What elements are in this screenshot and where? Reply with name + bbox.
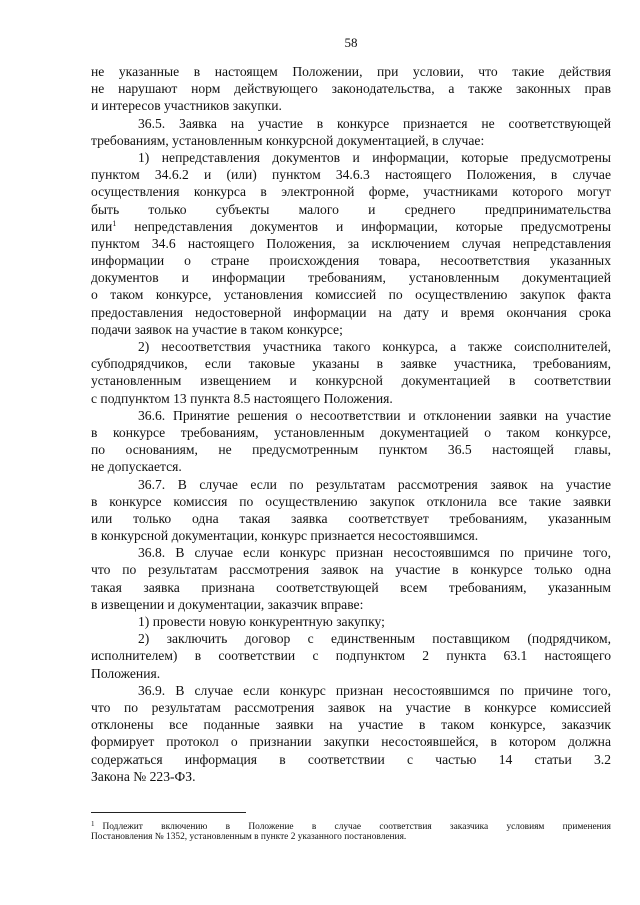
text-line: не допускается.: [91, 459, 182, 475]
list-item-2: 2) несоответствия участника такого конкурса, а также соисполнителей,: [138, 339, 611, 354]
clause-36-5-heading: 36.5. Заявка на участие в конкурсе признается не соответствующей: [138, 115, 611, 131]
text-fragment: или: [91, 218, 113, 234]
text-line: в конкурсе комиссия по осуществлению закупок отклонила все такие заявки: [91, 493, 611, 509]
text-line: не указанные в настоящем Положении, при условии, что такие действия: [91, 64, 611, 79]
text-line: формирует протокол о признании закупки несостоявшейся, в котором должна: [91, 734, 611, 750]
text-line-with-footnote-ref: [91, 218, 611, 235]
text-line: исполнителем) в соответствии с подпунктом 2 пункта 63.1 настоящего: [91, 648, 611, 664]
clause-36-8-heading: 36.8. В случае если конкурс признан несостоявшимся по причине того,: [138, 545, 611, 561]
text-line: и интересов участников закупки.: [91, 98, 282, 114]
text-line: Закона № 223-ФЗ.: [91, 768, 196, 784]
text-line: пунктом 34.6 настоящего Положения, за исключением случая непредставления: [91, 235, 611, 251]
text-line: субподрядчиков, если таковые указаны в заявке участника, требованиям,: [91, 356, 611, 372]
clause-36-7-heading: 36.7. В случае если по результатам рассмотрения заявок на участие: [138, 476, 611, 492]
list-item-1: 1) непредставления документов и информации, которые предусмотрены: [138, 149, 611, 165]
text-line: в извещении и документации, заказчик вправе:: [91, 596, 364, 612]
list-item-1: 1) провести новую конкурентную закупку;: [138, 614, 385, 629]
text-line: быть только субъекты малого и среднего предпринимательства: [91, 201, 611, 217]
text-line: документов и информации требованиям, установленным документацией: [91, 270, 611, 286]
footnote-line: Постановления № 1352, установленным в пункте 2 указанного постановления.: [91, 831, 407, 842]
text-line: о таком конкурсе, установления комиссией по осуществлению закупок факта: [91, 287, 611, 303]
text-line: такая заявка признана соответствующей всем требованиям, указанным: [91, 579, 611, 595]
text-line: в конкурсе требованиям, установленным документацией о таком конкурсе,: [91, 424, 611, 440]
list-item-2: 2) заключить договор с единственным поставщиком (подрядчиком,: [138, 631, 611, 647]
page-number: 58: [344, 35, 358, 50]
footnote: [91, 818, 611, 843]
body-text: [91, 63, 611, 785]
text-line: не нарушают норм действующего законодательства, а также законных прав: [91, 81, 611, 97]
text-line: пунктом 34.6.2 и (или) пунктом 34.6.3 настоящего Положения, в случае: [91, 167, 611, 183]
text-line: Положения.: [91, 665, 161, 681]
text-line: или только одна такая заявка соответствует требованиям, указанным: [91, 510, 611, 526]
text-line: содержаться информация в соответствии с частью 14 статьи 3.2: [91, 751, 611, 767]
text-line: в конкурсной документации, конкурс признается несостоявшимся.: [91, 528, 479, 544]
footnote-line: [91, 818, 611, 831]
footnote-mark: 1: [91, 820, 95, 828]
text-line: предоставления недостоверной информации на дату и время окончания срока: [91, 304, 611, 320]
footnote-text: Подлежит включению в Положение в случае соответствия заказчика условиям применения: [102, 822, 611, 832]
text-line: с подпунктом 13 пункта 8.5 настоящего Положения.: [91, 390, 393, 406]
text-line: установленным извещением и конкурсной документацией в соответствии: [91, 373, 611, 389]
text-line: требованиям, установленным конкурсной документацией, в случае:: [91, 132, 485, 148]
text-line: осуществления конкурса в электронной форме, участниками которого могут: [91, 184, 611, 200]
footnote-reference: 1: [112, 218, 117, 228]
text-fragment: непредставления документов и информации, которые предусмотрены: [116, 218, 611, 234]
footnote-separator: [91, 812, 246, 813]
text-line: что по результатам рассмотрения заявок на участие в конкурсе только одна: [91, 562, 611, 578]
text-line: подачи заявок на участие в таком конкурсе;: [91, 321, 343, 337]
text-line: отклонены все поданные заявки на участие в таком конкурсе, заказчик: [91, 717, 611, 733]
text-line: по основаниям, не предусмотренным пунктом 36.5 настоящей главы,: [91, 442, 611, 458]
text-line: информации о стране происхождения товара, несоответствия указанных: [91, 253, 611, 269]
clause-36-9-heading: 36.9. В случае если конкурс признан несостоявшимся по причине того,: [138, 682, 611, 698]
text-line: что по результатам рассмотрения заявок на участие в конкурсе комиссией: [91, 699, 611, 715]
clause-36-6-heading: 36.6. Принятие решения о несоответствии и отклонении заявки на участие: [138, 407, 611, 423]
